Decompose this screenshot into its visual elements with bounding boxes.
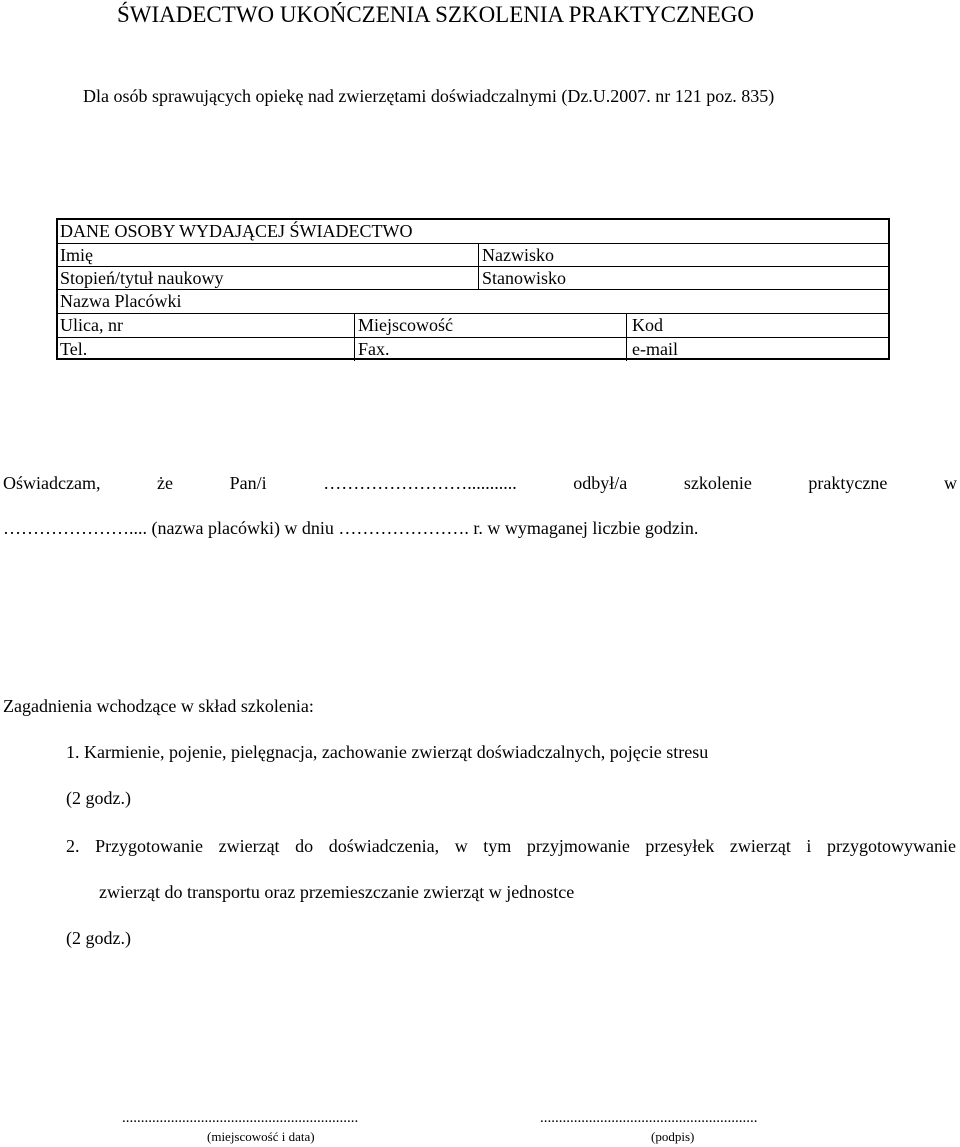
column-divider — [354, 314, 355, 338]
topic-item-1: 1. Karmienie, pojenie, pielęgnacja, zachowanie zwierząt doświadczalnych, pojęcie stresu — [66, 742, 709, 762]
topic-word: i — [806, 836, 812, 856]
column-divider — [626, 338, 627, 361]
name-row — [58, 243, 888, 267]
last-name-field[interactable]: Nazwisko — [482, 245, 554, 265]
facility-row — [58, 289, 888, 314]
topic-word: 2. — [66, 836, 80, 856]
signature-label: (podpis) — [651, 1129, 695, 1144]
topic-word: przesyłek — [645, 836, 715, 856]
first-name-field[interactable]: Imię — [60, 245, 93, 265]
topic-word: do — [295, 836, 314, 856]
topic-word: zwierząt — [218, 836, 280, 856]
postal-code-field[interactable]: Kod — [632, 315, 663, 335]
issuer-data-table — [56, 218, 890, 360]
facility-name-field[interactable]: Nazwa Placówki — [60, 291, 182, 311]
phone-field[interactable]: Tel. — [60, 339, 88, 359]
column-divider — [478, 267, 479, 290]
fax-field[interactable]: Fax. — [358, 339, 390, 359]
contact-row — [58, 337, 888, 361]
signature-line[interactable]: .......................................................... — [540, 1110, 758, 1126]
topic-word: doświadczenia, — [328, 836, 440, 856]
column-divider — [478, 244, 479, 267]
topic-word: przygotowywanie — [827, 836, 956, 856]
topic-word: Przygotowanie — [95, 836, 204, 856]
declaration-word: odbył/a — [573, 473, 628, 493]
document-title: ŚWIADECTWO UKOŃCZENIA SZKOLENIA PRAKTYCZNEGO — [117, 2, 754, 27]
place-date-label: (miejscowość i data) — [207, 1129, 315, 1144]
declaration-word: w — [943, 473, 957, 493]
declaration-word: Pan/i — [229, 473, 267, 493]
address-row — [58, 313, 888, 338]
declaration-line-2[interactable]: ………………….... (nazwa placówki) w dniu …………………. r. w wymaganej liczbie godzin. — [3, 518, 699, 538]
degree-row — [58, 266, 888, 290]
street-field[interactable]: Ulica, nr — [60, 315, 123, 335]
topic-item-2-hours: (2 godz.) — [66, 928, 131, 948]
place-date-signature-line[interactable]: ............................................................... — [122, 1110, 359, 1126]
declaration-line-1 — [3, 473, 957, 494]
column-divider — [626, 314, 627, 338]
column-divider — [354, 338, 355, 361]
topics-heading: Zagadnienia wchodzące w skład szkolenia: — [3, 696, 314, 716]
issuer-header: DANE OSOBY WYDAJĄCEJ ŚWIADECTWO — [60, 221, 413, 241]
topic-word: tym — [483, 836, 512, 856]
topic-word: zwierząt — [729, 836, 791, 856]
degree-field[interactable]: Stopień/tytuł naukowy — [60, 268, 224, 288]
issuer-header-row — [58, 220, 888, 243]
declaration-word: praktyczne — [808, 473, 888, 493]
declaration-word: szkolenie — [683, 473, 752, 493]
declaration-word: Oświadczam, — [3, 473, 101, 493]
topic-item-2-line-2: zwierząt do transportu oraz przemieszczanie zwierząt w jednostce — [99, 882, 575, 902]
position-field[interactable]: Stanowisko — [482, 268, 567, 288]
topic-word: w — [454, 836, 468, 856]
document-subtitle: Dla osób sprawujących opiekę nad zwierzętami doświadczalnymi (Dz.U.2007. nr 121 poz. 835) — [83, 86, 775, 106]
topic-item-1-hours: (2 godz.) — [66, 788, 131, 808]
topic-word: przyjmowanie — [526, 836, 630, 856]
person-name-blank[interactable]: ……………………........... — [323, 473, 517, 493]
city-field[interactable]: Miejscowość — [358, 315, 453, 335]
topic-item-2-line-1 — [66, 836, 956, 857]
email-field[interactable]: e-mail — [632, 339, 678, 359]
declaration-word: że — [157, 473, 174, 493]
